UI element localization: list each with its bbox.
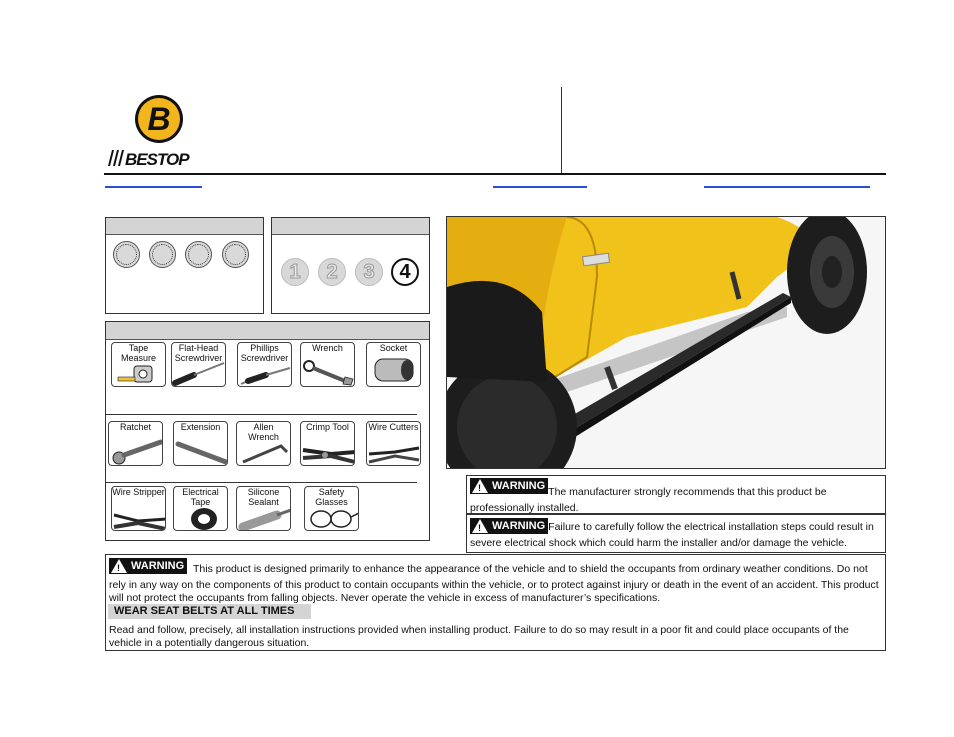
electrical-tape-icon: [174, 487, 228, 531]
tool-electrical-tape: [173, 486, 228, 531]
warning-professional-install: [466, 475, 886, 514]
tool-socket: [366, 342, 421, 387]
time-panel-header: [106, 218, 263, 235]
skill-panel-header: [272, 218, 429, 235]
allen-wrench-icon: [237, 422, 291, 466]
link-underline-3[interactable]: [704, 186, 870, 188]
tool-wrench: [300, 342, 355, 387]
warning-icon: !: [472, 479, 488, 493]
clock-icon: [222, 241, 249, 268]
svg-text:BESTOP: BESTOP: [125, 150, 189, 169]
tool-label: Crimp Tool: [306, 422, 349, 432]
skill-level-1: 1: [281, 258, 309, 286]
clock-icon: [149, 241, 176, 268]
tool-allen-wrench: [236, 421, 291, 466]
warning-icon: !: [472, 519, 488, 533]
warning-text: This product is designed primarily to enhance the appearance of the vehicle and to shield the occupants from ordinary weather conditions. Do not rely in any way on the components of this product to contain occupants within the vehicle, or to protect against injury or death in the event of an accident. This product will not protect the occupants from falling objects. Never operate the vehicle in excess of manufacturer’s specifications.: [109, 563, 879, 604]
svg-text:B: B: [147, 101, 171, 137]
tool-tape-measure: [111, 342, 166, 387]
wire-stripper-icon: [112, 487, 166, 531]
seat-belts-banner: WEAR SEAT BELTS AT ALL TIMES: [108, 604, 311, 619]
warning-icon: !: [111, 559, 127, 573]
tool-flat-head-screwdriver: [171, 342, 226, 387]
tool-wire-cutters: [366, 421, 421, 466]
tape-measure-icon: [112, 343, 166, 387]
flat-head-screwdriver-icon: [172, 343, 226, 387]
tool-label: Silicone Sealant: [247, 487, 280, 507]
header-divider: [561, 87, 562, 173]
phillips-screwdriver-icon: [238, 343, 292, 387]
crimp-tool-icon: [301, 422, 355, 466]
tool-silicone-sealant: [236, 486, 291, 531]
tool-label: Wire Cutters: [368, 422, 419, 432]
tool-label: Wire Stripper: [112, 487, 165, 497]
tool-label: Electrical Tape: [182, 487, 219, 507]
ratchet-icon: [109, 422, 163, 466]
tools-row-divider: [105, 414, 417, 415]
tools-panel-header: [106, 322, 429, 340]
tool-crimp-tool: [300, 421, 355, 466]
clock-icon: [185, 241, 212, 268]
skill-level-4: 4: [391, 258, 419, 286]
skill-level-3: 3: [355, 258, 383, 286]
header-rule: [104, 173, 886, 175]
tool-label: Wrench: [312, 343, 343, 353]
bestop-logo: [104, 94, 204, 170]
tool-label: Extension: [180, 422, 221, 432]
tool-label: Ratchet: [119, 422, 152, 432]
wire-cutters-icon: [367, 422, 421, 466]
tool-label: Safety Glasses: [315, 487, 348, 507]
warning-badge: [109, 558, 187, 574]
skill-level-2: 2: [318, 258, 346, 286]
tool-safety-glasses: [304, 486, 359, 531]
tool-label: Flat-Head Screwdriver: [174, 343, 223, 363]
warning-badge-label: WARNING: [492, 519, 546, 532]
tool-extension: [173, 421, 228, 466]
wrench-icon: [301, 343, 355, 387]
warning-text: Failure to carefully follow the electrical installation steps could result in severe electrical shock which could harm the installer and/or damage the vehicle.: [470, 521, 874, 549]
tool-label: Socket: [379, 343, 408, 353]
tool-phillips-screwdriver: [237, 342, 292, 387]
tool-ratchet: [108, 421, 163, 466]
warning-badge-label: WARNING: [131, 559, 185, 572]
warning-badge: [470, 518, 548, 534]
extension-icon: [174, 422, 228, 466]
warning-text: The manufacturer strongly recommends that this product be professionally installed.: [470, 486, 827, 514]
tool-label: Allen Wrench: [248, 422, 279, 442]
product-photo: [446, 216, 886, 469]
socket-icon: [367, 343, 421, 387]
tool-label: Tape Measure: [120, 343, 156, 363]
instructions-text: Read and follow, precisely, all installation instructions provided when installing product. Failure to do so may result in a poor fit and could place occupants of the vehicle in a potentially dangerous situation.: [109, 624, 849, 649]
clock-icon: [113, 241, 140, 268]
tools-row-divider: [105, 482, 417, 483]
tool-label: Phillips Screwdriver: [240, 343, 289, 363]
safety-glasses-icon: [305, 487, 359, 531]
warning-badge: [470, 478, 548, 494]
link-underline-1[interactable]: [105, 186, 202, 188]
silicone-sealant-icon: [237, 487, 291, 531]
warning-badge-label: WARNING: [492, 479, 546, 492]
link-underline-2[interactable]: [493, 186, 587, 188]
warning-electrical: [466, 514, 886, 553]
tool-wire-stripper: [111, 486, 166, 531]
